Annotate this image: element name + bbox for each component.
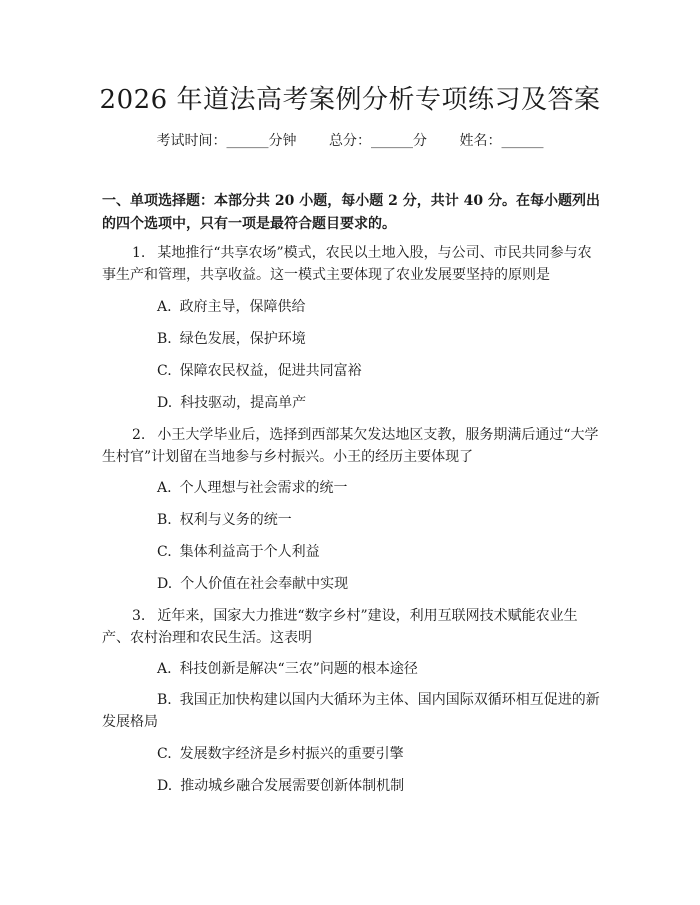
option-letter: B. [157, 512, 172, 528]
question-3-option-a [157, 658, 602, 680]
option-letter: D. [157, 576, 173, 592]
option-letter: C. [157, 746, 172, 762]
exam-info-line [0, 131, 700, 151]
option-text: 发展数字经济是乡村振兴的重要引擎 [179, 746, 404, 762]
option-text: 集体利益高于个人利益 [179, 544, 320, 560]
option-letter: A. [157, 661, 172, 677]
exam-time-field: 考试时间：______分钟 [156, 133, 297, 149]
question-3-option-d [157, 775, 602, 797]
question-2-option-a [157, 477, 602, 499]
question-1-option-d [157, 392, 602, 414]
question-number: 3. [132, 608, 146, 624]
option-letter: B. [157, 692, 172, 708]
question-number: 2. [132, 427, 146, 443]
question-2-option-d [157, 573, 602, 595]
option-text: 科技驱动，提高单产 [180, 395, 307, 411]
option-letter: B. [157, 331, 172, 347]
question-stem: 近年来，国家大力推进“数字乡村”建设，利用互联网技术赋能农业生产、农村治理和农民生活。这表明 [102, 608, 578, 646]
question-stem: 小王大学毕业后，选择到西部某欠发达地区支教，服务期满后通过“大学生村官”计划留在当地参与乡村振兴。小王的经历主要体现了 [102, 427, 599, 465]
option-text: 我国正加快构建以国内大循环为主体、国内国际双循环相互促进的新发展格局 [102, 692, 600, 730]
option-letter: D. [157, 778, 173, 794]
option-text: 绿色发展，保护环境 [179, 331, 306, 347]
question-2 [102, 424, 602, 468]
option-text: 权利与义务的统一 [179, 512, 292, 528]
option-letter: D. [157, 395, 173, 411]
option-text: 保障农民权益，促进共同富裕 [179, 363, 362, 379]
question-2-option-c [157, 541, 602, 563]
option-text: 个人价值在社会奉献中实现 [180, 576, 349, 592]
document-title: 2026 年道法高考案例分析专项练习及答案 [99, 85, 601, 115]
question-3 [102, 605, 602, 649]
option-letter: C. [157, 363, 172, 379]
question-number: 1. [132, 245, 146, 261]
question-3-option-c [157, 743, 602, 765]
total-score-field: 总分：______分 [329, 133, 427, 149]
option-text: 个人理想与社会需求的统一 [179, 480, 348, 496]
option-text: 政府主导，保障供给 [179, 299, 306, 315]
question-1-option-a [157, 296, 602, 318]
section-heading: 一、单项选择题：本部分共 20 小题，每小题 2 分，共计 40 分。在每小题列出的四个选项中，只有一项是最符合题目要求的。 [102, 193, 600, 232]
option-letter: C. [157, 544, 172, 560]
option-letter: A. [157, 299, 172, 315]
question-1-option-b [157, 328, 602, 350]
question-1 [102, 242, 602, 286]
option-letter: A. [157, 480, 172, 496]
question-3-option-b [102, 689, 602, 733]
question-1-option-c [157, 360, 602, 382]
question-2-option-b [157, 509, 602, 531]
option-text: 推动城乡融合发展需要创新体制机制 [180, 778, 405, 794]
option-text: 科技创新是解决“三农”问题的根本途径 [179, 661, 418, 677]
question-stem: 某地推行“共享农场”模式，农民以土地入股，与公司、市民共同参与农事生产和管理，共享收益。这一模式主要体现了农业发展要坚持的原则是 [102, 245, 592, 283]
student-name-field: 姓名：______ [459, 133, 544, 149]
